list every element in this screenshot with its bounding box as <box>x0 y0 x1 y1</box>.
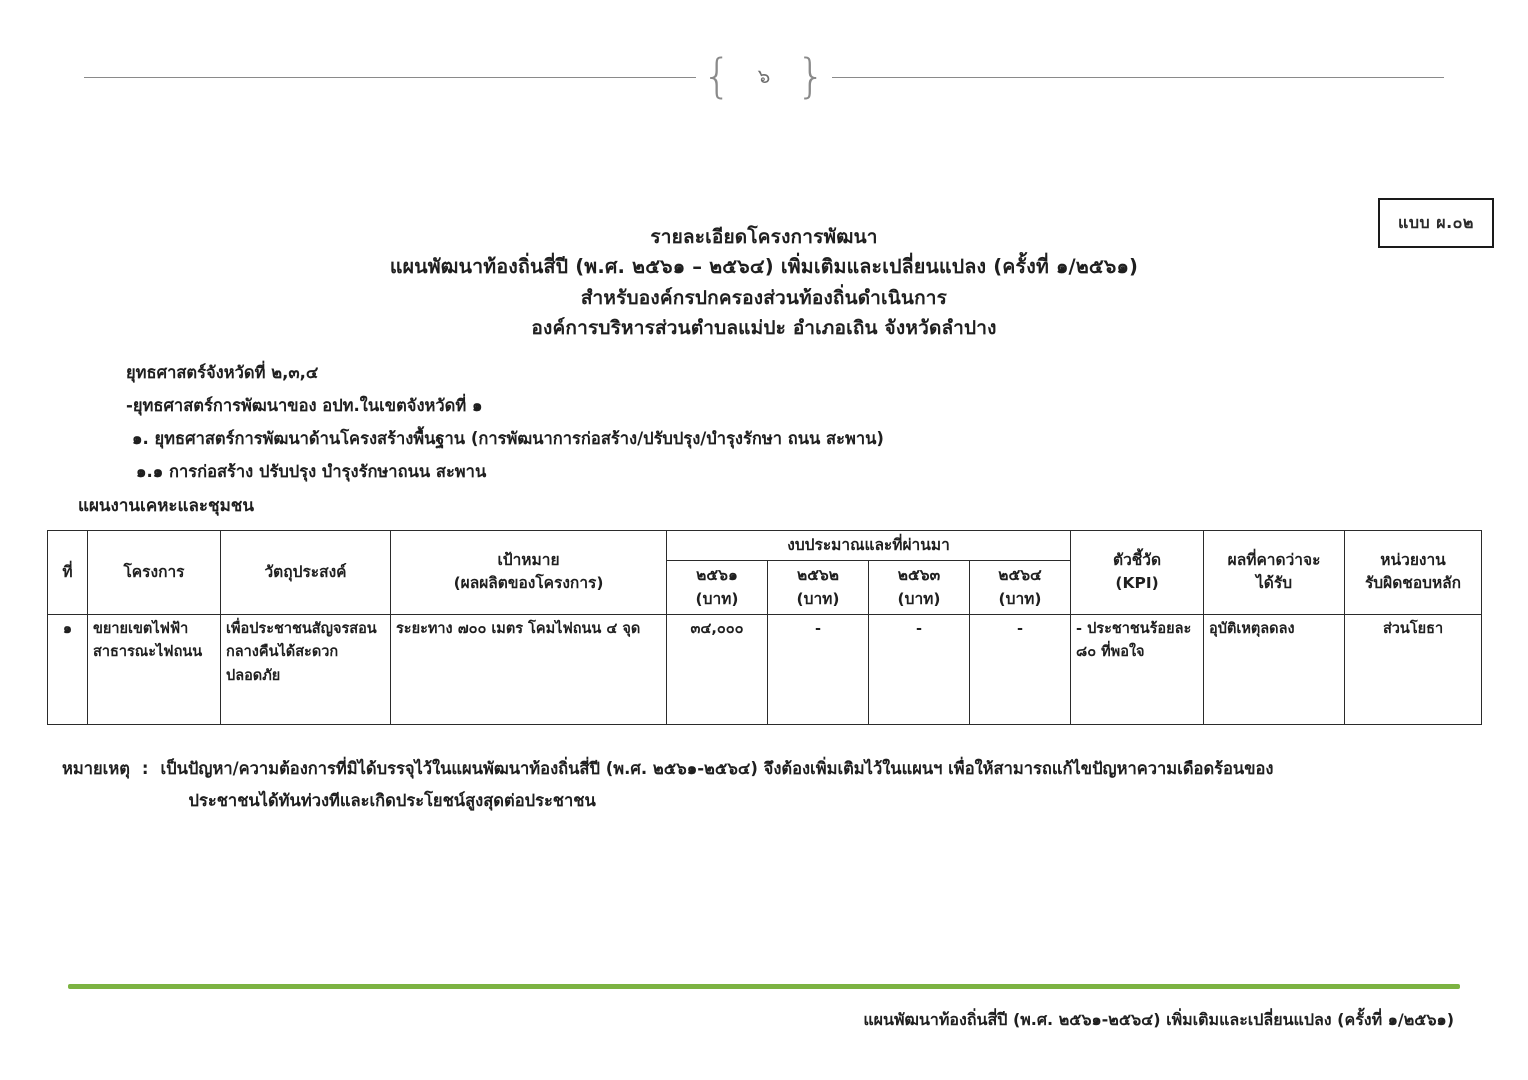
strategy-item-1: ๑. ยุทธศาสตร์การพัฒนาด้านโครงสร้างพื้นฐาน (การพัฒนาการก่อสร้าง/ปรับปรุง/บำรุงรักษา ถนน สะพาน) <box>132 429 884 448</box>
cell-objective: เพื่อประชาชนสัญจรสอนกลางคืนได้สะดวกปลอดภัย <box>221 614 391 724</box>
document-title-block <box>0 222 1528 343</box>
budget-unit-label-2563: (บาท) <box>897 589 941 608</box>
strategy-province-line: ยุทธศาสตร์จังหวัดที่ ๒,๓,๔ <box>126 363 319 382</box>
strategy-local-line: -ยุทธศาสตร์การพัฒนาของ อปท.ในเขตจังหวัดที่ ๑ <box>126 396 483 415</box>
title-line-1: รายละเอียดโครงการพัฒนา <box>650 226 878 248</box>
rule-line-right <box>832 77 1444 78</box>
rule-line-left <box>84 77 696 78</box>
header-agency-line-2: รับผิดชอบหลัก <box>1364 574 1462 593</box>
header-budget-year-2561 <box>667 561 768 615</box>
cell-budget-2562: - <box>768 614 869 724</box>
page-number: ๖ <box>757 64 771 88</box>
header-objective: วัตถุประสงค์ <box>221 531 391 615</box>
budget-unit-label-2561: (บาท) <box>695 589 739 608</box>
header-budget-group: งบประมาณและที่ผ่านมา <box>667 531 1071 561</box>
title-line-4: องค์การบริหารส่วนตำบลแม่ปะ อำเภอเถิน จังหวัดลำปาง <box>531 316 997 339</box>
title-line-2: แผนพัฒนาท้องถิ่นสี่ปี (พ.ศ. ๒๕๖๑ – ๒๕๖๔) เพิ่มเติมและเปลี่ยนแปลง (ครั้งที่ ๑/๒๕๖๑) <box>389 255 1139 279</box>
header-kpi-line-1: ตัวชี้วัด <box>1113 551 1162 570</box>
strategy-block <box>126 356 1426 488</box>
budget-year-label-2564: ๒๕๖๔ <box>998 566 1042 585</box>
cell-budget-2561: ๓๔,๐๐๐ <box>667 614 768 724</box>
header-result-line-1: ผลที่คาดว่าจะ <box>1227 551 1321 570</box>
budget-unit-label-2562: (บาท) <box>796 589 840 608</box>
project-table <box>47 530 1482 725</box>
budget-unit-label-2564: (บาท) <box>998 589 1042 608</box>
cell-project: ขยายเขตไฟฟ้าสาธารณะไฟถนน <box>88 614 221 724</box>
remark-colon: : <box>141 759 149 778</box>
budget-year-label-2562: ๒๕๖๒ <box>796 566 839 585</box>
cell-target: ระยะทาง ๗๐๐ เมตร โคมไฟถนน ๔ จุด <box>391 614 667 724</box>
header-budget-year-2563 <box>869 561 970 615</box>
budget-year-label-2561: ๒๕๖๑ <box>696 566 738 585</box>
header-budget-year-2564 <box>970 561 1071 615</box>
footer-text: แผนพัฒนาท้องถิ่นสี่ปี (พ.ศ. ๒๕๖๑-๒๕๖๔) เพิ่มเติมและเปลี่ยนแปลง (ครั้งที่ ๑/๒๕๖๑) <box>863 1010 1454 1029</box>
header-target-line-2: (ผลผลิตของโครงการ) <box>453 574 604 593</box>
cell-budget-2564: - <box>970 614 1071 724</box>
remark-row <box>62 756 1462 813</box>
header-project: โครงการ <box>88 531 221 615</box>
header-agency <box>1345 531 1482 615</box>
header-no: ที่ <box>48 531 88 615</box>
table-header-row-1 <box>48 531 1482 561</box>
header-kpi-line-2: (KPI) <box>1115 574 1159 593</box>
header-target-line-1: เป้าหมาย <box>497 551 560 570</box>
table-row <box>48 614 1482 724</box>
remark-text <box>161 756 1462 813</box>
cell-kpi: - ประชาชนร้อยละ ๘๐ ที่พอใจ <box>1071 614 1204 724</box>
cell-budget-2563: - <box>869 614 970 724</box>
remark-label: หมายเหตุ <box>62 759 130 778</box>
header-budget-year-2562 <box>768 561 869 615</box>
remark-block <box>62 756 1462 813</box>
remark-line-2: ประชาชนได้ทันท่วงทีและเกิดประโยชน์สูงสุดต่อประชาชน <box>188 790 596 810</box>
header-kpi <box>1071 531 1204 615</box>
page-number-rule <box>84 49 1444 103</box>
title-line-3: สำหรับองค์กรปกครองส่วนท้องถิ่นดำเนินการ <box>580 286 948 309</box>
footer-divider <box>68 984 1460 989</box>
header-expected-result <box>1204 531 1345 615</box>
cell-agency: ส่วนโยธา <box>1345 614 1482 724</box>
page-number-group: { ๖ } <box>702 49 826 103</box>
cell-no: ๑ <box>48 614 88 724</box>
header-target <box>391 531 667 615</box>
remark-line-1: เป็นปัญหา/ความต้องการที่มิได้บรรจุไว้ในแผนพัฒนาท้องถิ่นสี่ปี (พ.ศ. ๒๕๖๑-๒๕๖๔) จึงต้องเพิ่มเติมไว้ในแผนฯ เพื่อให้สามารถแก้ไขปัญหาความเดือดร้อนของ <box>160 759 1274 778</box>
header-result-line-2: ได้รับ <box>1256 574 1293 593</box>
form-code-box: แบบ ผ.๐๒ <box>1378 198 1494 248</box>
cell-expected-result: อุบัติเหตุลดลง <box>1204 614 1345 724</box>
strategy-item-1-1: ๑.๑ การก่อสร้าง ปรับปรุง บำรุงรักษาถนน สะพาน <box>136 462 487 481</box>
budget-year-label-2563: ๒๕๖๓ <box>897 566 941 585</box>
header-agency-line-1: หน่วยงาน <box>1380 551 1446 570</box>
plan-heading: แผนงานเคหะและชุมชน <box>78 496 254 516</box>
